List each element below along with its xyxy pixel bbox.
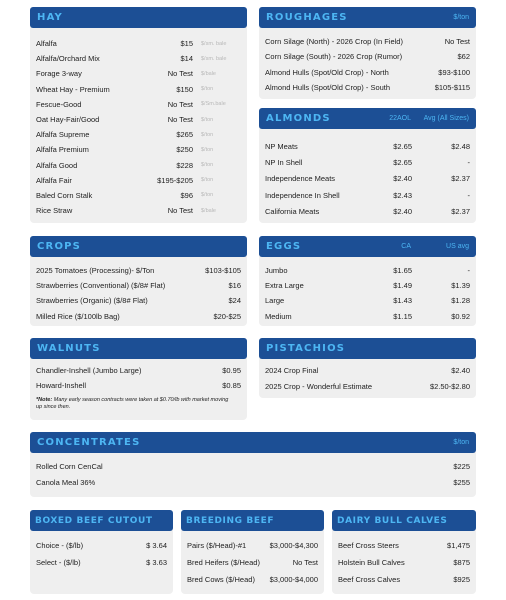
almonds-rows [259, 138, 476, 219]
boxed_beef-row-value: $ 3.63 [146, 558, 167, 567]
almonds-row [259, 171, 476, 187]
hay-row-label: Alfalfa Premium [36, 145, 89, 155]
roughages-card [259, 7, 476, 99]
hay-row-label: Alfalfa Supreme [36, 130, 90, 140]
boxed_beef-row-label: Select - ($/lb) [36, 558, 81, 567]
roughages-row [259, 65, 476, 80]
almonds-row-col1: $2.40 [393, 174, 412, 184]
eggs-row-col2: $1.28 [451, 296, 470, 306]
breeding_beef-row [181, 554, 324, 571]
eggs-col1-header: CA [401, 243, 411, 250]
hay-row-value: No Test [167, 115, 193, 125]
crops-row-label: 2025 Tomatoes (Processing)- $/Ton [36, 266, 155, 276]
almonds-row-col2: $2.37 [451, 174, 470, 184]
almonds-col2-header: Avg (All Sizes) [423, 115, 469, 122]
hay-row-value: $265 [176, 130, 193, 140]
roughages-row [259, 34, 476, 49]
walnuts-note-bold: *Note: [36, 397, 53, 403]
eggs-row-col2: $0.92 [451, 311, 470, 321]
pistachios-row [259, 363, 476, 379]
hay-row-label: Baled Corn Stalk [36, 190, 93, 200]
hay-row-label: Oat Hay-Fair/Good [36, 115, 100, 125]
crops-card [30, 236, 247, 326]
dairy_bull-row-label: Beef Cross Steers [338, 541, 399, 550]
breeding-beef-rows [181, 537, 324, 588]
roughages-header [259, 7, 476, 28]
roughages-row-value: No Test [444, 37, 470, 47]
eggs-row [259, 309, 476, 324]
almonds-row-col2: $2.37 [451, 206, 470, 216]
hay-row-label: Fescue-Good [36, 99, 82, 109]
eggs-col2-header: US avg [446, 243, 469, 250]
almonds-row-label: NP Meats [265, 141, 298, 151]
breeding-beef-card [181, 510, 324, 594]
almonds-card [259, 108, 476, 223]
hay-row-label: Alfalfa/Orchard Mix [36, 54, 100, 64]
crops-row-value: $16 [228, 281, 241, 291]
hay-row-label: Rice Straw [36, 206, 73, 216]
eggs-row-col1: $1.43 [393, 296, 412, 306]
walnuts-note [30, 397, 237, 411]
hay-row [30, 97, 247, 112]
dairy_bull-row-value: $925 [453, 575, 470, 584]
crops-row-value: $24 [228, 296, 241, 306]
hay-row-value: $15 [180, 39, 193, 49]
hay-rows [30, 36, 247, 218]
hay-row-value: No Test [167, 99, 193, 109]
pistachios-row-value: $2.50-$2.80 [429, 381, 470, 391]
almonds-row-col1: $2.65 [393, 157, 412, 167]
hay-row-label: Alfalfa Fair [36, 175, 72, 185]
eggs-title: EGGS [266, 241, 302, 252]
hay-row-value: $228 [176, 160, 193, 170]
hay-row-value: $250 [176, 145, 193, 155]
eggs-row [259, 263, 476, 278]
walnuts-row [30, 363, 247, 378]
concentrates-title: CONCENTRATES [37, 437, 141, 448]
walnuts-card [30, 338, 247, 420]
hay-card [30, 7, 247, 223]
eggs-card [259, 236, 476, 326]
almonds-row-col1: $2.43 [393, 190, 412, 200]
pistachios-header [259, 338, 476, 359]
roughages-rows [259, 34, 476, 95]
boxed-beef-header [30, 510, 173, 531]
eggs-row-col2: $1.39 [451, 281, 470, 291]
pistachios-row-label: 2024 Crop Final [265, 366, 319, 376]
hay-row-unit: $/ton [201, 162, 214, 169]
eggs-row-col1: $1.65 [393, 266, 412, 276]
roughages-row-label: Corn Silage (North) - 2026 Crop (In Field) [265, 37, 403, 47]
hay-row-unit: $/Sm.bale [201, 101, 226, 108]
roughages-row-label: Almond Hulls (Spot/Old Crop) - North [265, 67, 389, 77]
dairy-bull-header [332, 510, 476, 531]
eggs-row-label: Medium [265, 311, 292, 321]
almonds-row-label: NP In Shell [265, 157, 303, 167]
crops-row-value: $103-$105 [205, 266, 241, 276]
concentrates-row [30, 474, 476, 490]
dairy_bull-row [332, 571, 476, 588]
concentrates-card [30, 432, 476, 497]
roughages-row-label: Almond Hulls (Spot/Old Crop) - South [265, 83, 391, 93]
roughages-unit: $/ton [453, 14, 469, 21]
boxed_beef-row [30, 537, 173, 554]
almonds-row-label: Independence Meats [265, 174, 336, 184]
hay-title: HAY [37, 12, 63, 23]
hay-row-unit: $/sm. bale [201, 55, 227, 62]
breeding_beef-row [181, 571, 324, 588]
pistachios-card [259, 338, 476, 398]
pistachios-row-value: $2.40 [451, 366, 470, 376]
almonds-row [259, 203, 476, 219]
breeding_beef-row-label: Pairs ($/Head)-#1 [187, 541, 247, 550]
crops-title: CROPS [37, 241, 82, 252]
hay-row-value: $150 [176, 84, 193, 94]
almonds-row-col2: - [467, 190, 470, 200]
breeding_beef-row-value: $3,000-$4,300 [269, 541, 318, 550]
hay-row-unit: $/ton [201, 146, 214, 153]
boxed-beef-rows [30, 537, 173, 571]
hay-row-unit: $/ton [201, 86, 214, 93]
eggs-row-col2: - [467, 266, 470, 276]
crops-row-label: Strawberries (Conventional) ($/8# Flat) [36, 281, 166, 291]
pistachios-title: PISTACHIOS [266, 343, 346, 354]
almonds-row [259, 154, 476, 170]
crops-row-label: Milled Rice ($/100lb Bag) [36, 311, 120, 321]
almonds-row-label: Independence In Shell [265, 190, 340, 200]
hay-row-value: No Test [167, 206, 193, 216]
dairy-bull-title: DAIRY BULL CALVES [337, 515, 448, 526]
hay-row-unit: $/ton [201, 131, 214, 138]
dairy-bull-card [332, 510, 476, 594]
hay-row-unit: $/ton [201, 192, 214, 199]
hay-row [30, 112, 247, 127]
hay-row-unit: $/bale [201, 70, 216, 77]
boxed-beef-card [30, 510, 173, 594]
concentrates-row-label: Canola Meal 36% [36, 477, 96, 487]
eggs-row-col1: $1.49 [393, 281, 412, 291]
dairy-bull-rows [332, 537, 476, 588]
eggs-row-label: Jumbo [265, 266, 288, 276]
eggs-row-col1: $1.15 [393, 311, 412, 321]
breeding_beef-row-label: Bred Cows ($/Head) [187, 575, 255, 584]
pistachios-row [259, 379, 476, 395]
walnuts-title: WALNUTS [37, 343, 101, 354]
hay-row [30, 188, 247, 203]
breeding_beef-row-label: Bred Heifers ($/Head) [187, 558, 260, 567]
almonds-header [259, 108, 476, 129]
hay-row-unit: $/ton [201, 116, 214, 123]
hay-row-value: No Test [167, 69, 193, 79]
boxed-beef-title: BOXED BEEF CUTOUT [35, 515, 153, 526]
hay-row-label: Alfalfa [36, 39, 57, 49]
concentrates-unit: $/ton [453, 439, 469, 446]
pistachios-rows [259, 363, 476, 394]
pistachios-row-label: 2025 Crop - Wonderful Estimate [265, 381, 372, 391]
boxed_beef-row-value: $ 3.64 [146, 541, 167, 550]
dairy_bull-row-value: $875 [453, 558, 470, 567]
breeding_beef-row-value: No Test [292, 558, 318, 567]
concentrates-header [30, 432, 476, 453]
dairy_bull-row-value: $1,475 [447, 541, 470, 550]
almonds-title: ALMONDS [266, 113, 331, 124]
walnuts-row-value: $0.85 [222, 381, 241, 390]
eggs-header [259, 236, 476, 257]
walnuts-row-value: $0.95 [222, 366, 241, 375]
dairy_bull-row [332, 537, 476, 554]
crops-row [30, 278, 247, 293]
eggs-row-label: Large [265, 296, 285, 306]
concentrates-row-value: $255 [453, 477, 470, 487]
breeding-beef-title: BREEDING BEEF [186, 515, 275, 526]
walnuts-row-label: Chandler-Inshell (Jumbo Large) [36, 366, 142, 375]
eggs-rows [259, 263, 476, 324]
hay-row [30, 203, 247, 218]
walnuts-row [30, 378, 247, 393]
hay-row-value: $195-$205 [157, 175, 193, 185]
hay-row [30, 51, 247, 66]
hay-row [30, 158, 247, 173]
almonds-row-col1: $2.40 [393, 206, 412, 216]
hay-row-value: $96 [180, 190, 193, 200]
roughages-row [259, 80, 476, 95]
eggs-row-label: Extra Large [265, 281, 304, 291]
walnuts-row-label: Howard-Inshell [36, 381, 87, 390]
hay-row-unit: $/ton [201, 177, 214, 184]
walnuts-header [30, 338, 247, 359]
hay-header [30, 7, 247, 28]
hay-row [30, 142, 247, 157]
roughages-row-value: $62 [457, 52, 470, 62]
crops-row-value: $20-$25 [213, 311, 241, 321]
crops-rows [30, 263, 247, 324]
almonds-row-label: California Meats [265, 206, 320, 216]
crops-row [30, 293, 247, 308]
hay-row [30, 127, 247, 142]
almonds-row-col2: - [467, 157, 470, 167]
almonds-row-col2: $2.48 [451, 141, 470, 151]
almonds-col1-header: 22AOL [389, 115, 411, 122]
concentrates-row-label: Rolled Corn CenCal [36, 461, 103, 471]
breeding-beef-header [181, 510, 324, 531]
breeding_beef-row [181, 537, 324, 554]
dairy_bull-row [332, 554, 476, 571]
dairy_bull-row-label: Holstein Bull Calves [338, 558, 405, 567]
dairy_bull-row-label: Beef Cross Calves [338, 575, 401, 584]
roughages-row [259, 49, 476, 64]
hay-row-unit: $/bale [201, 207, 216, 214]
boxed_beef-row [30, 554, 173, 571]
roughages-row-value: $105-$115 [434, 83, 470, 93]
concentrates-row [30, 458, 476, 474]
hay-row-label: Alfalfa Good [36, 160, 78, 170]
hay-row-unit: $/sm. bale [201, 40, 227, 47]
walnuts-note-text: Many early season contracts were taken at $0.70/lb with market moving up since then. [36, 397, 229, 411]
crops-header [30, 236, 247, 257]
eggs-row [259, 278, 476, 293]
hay-row [30, 82, 247, 97]
crops-row-label: Strawberries (Organic) ($/8# Flat) [36, 296, 148, 306]
hay-row-value: $14 [180, 54, 193, 64]
almonds-row-col1: $2.65 [393, 141, 412, 151]
almonds-row [259, 187, 476, 203]
roughages-row-value: $93-$100 [438, 67, 470, 77]
concentrates-rows [30, 458, 476, 490]
boxed_beef-row-label: Choice - ($/lb) [36, 541, 84, 550]
eggs-row [259, 293, 476, 308]
roughages-row-label: Corn Silage (South) - 2026 Crop (Rumor) [265, 52, 403, 62]
hay-row-label: Forage 3-way [36, 69, 82, 79]
concentrates-row-value: $225 [453, 461, 470, 471]
hay-row [30, 36, 247, 51]
hay-row-label: Wheat Hay - Premium [36, 84, 110, 94]
roughages-title: ROUGHAGES [266, 12, 348, 23]
hay-row [30, 66, 247, 81]
breeding_beef-row-value: $3,000-$4,000 [269, 575, 318, 584]
crops-row [30, 263, 247, 278]
crops-row [30, 309, 247, 324]
hay-row [30, 173, 247, 188]
almonds-row [259, 138, 476, 154]
walnuts-rows [30, 363, 247, 393]
